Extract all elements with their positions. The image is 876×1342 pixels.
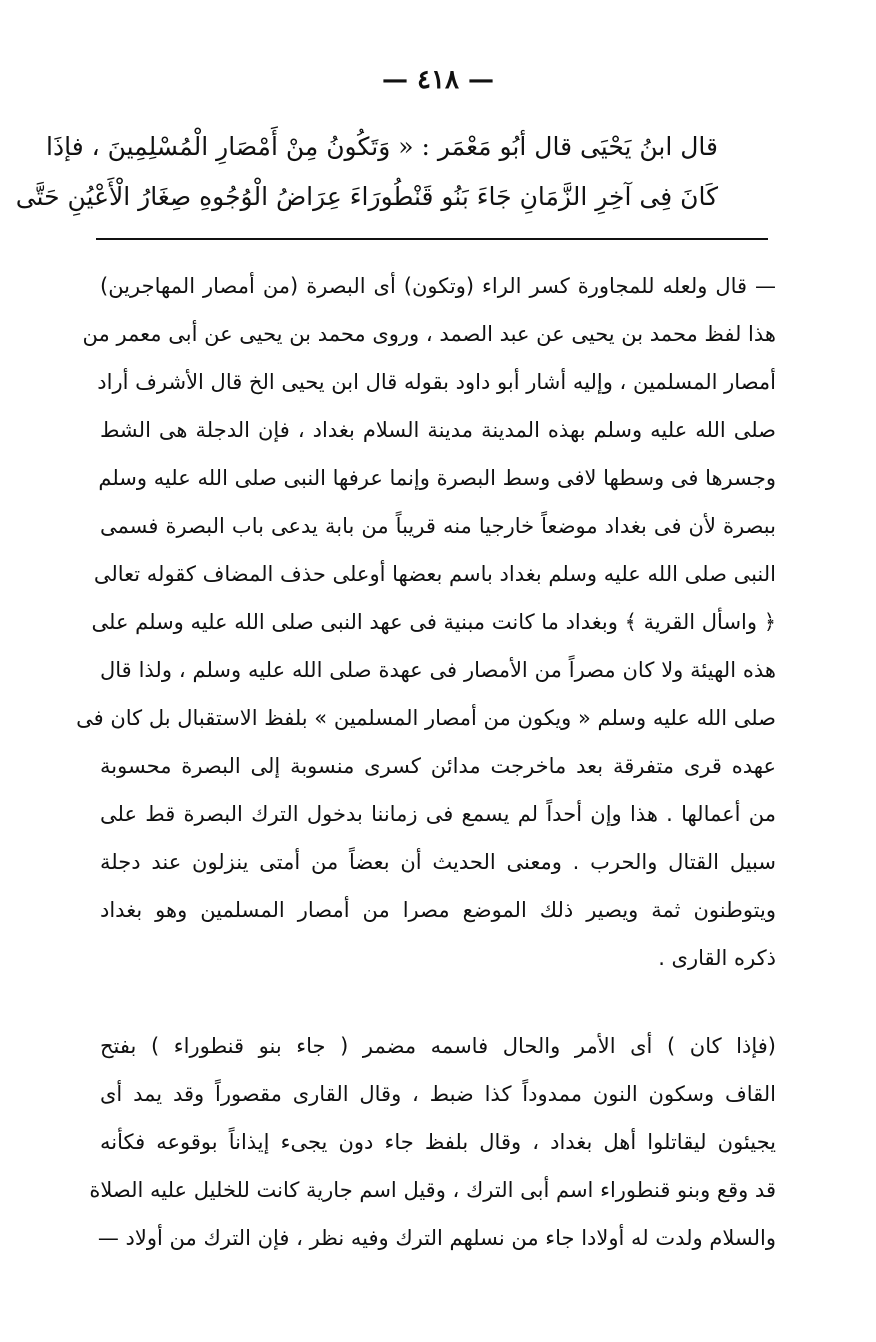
paragraph-line: والسلام ولدت له أولادا جاء من نسلهم الترك وفيه نظر ، فإن الترك من أولاد — — [97, 1226, 776, 1250]
commentary-line: عهده قرى متفرقة بعد ماخرجت مدائن كسرى منسوبة إلى البصرة محسوبة — [100, 754, 776, 778]
commentary-line: صلى الله عليه وسلم « ويكون من أمصار المسلمين » بلفظ الاستقبال بل كان فى — [76, 706, 776, 730]
second-paragraph — [89, 1022, 776, 1262]
commentary-line: النبى صلى الله عليه وسلم بغداد باسم بعضها أوعلى حذف المضاف كقوله تعالى — [93, 562, 776, 586]
commentary-line: ويتوطنون ثمة ويصير ذلك الموضع مصرا من أمصار المسلمين وهو بغداد — [100, 898, 776, 922]
commentary-line: هذه الهيئة ولا كان مصراً من الأمصار فى عهدة صلى الله عليه وسلم ، ولذا قال — [100, 658, 776, 682]
commentary-line: — قال ولعله للمجاورة كسر الراء (وتكون) أى البصرة (من أمصار المهاجرين) — [100, 274, 776, 298]
commentary-line: ببصرة لأن فى بغداد موضعاً خارجيا منه قريباً من بابة يدعى باب البصرة فسمى — [100, 514, 776, 538]
commentary-line: ﴿ واسأل القرية ﴾ وبغداد ما كانت مبنية فى عهد النبى صلى الله عليه وسلم على — [91, 610, 776, 634]
section-divider — [96, 238, 768, 240]
commentary-line: أمصار المسلمين ، وإليه أشار أبو داود بقوله قال ابن يحيى الخ قال الأشرف أراد — [97, 370, 776, 394]
paragraph-line: يجيئون ليقاتلوا أهل بغداد ، وقال بلفظ جاء دون يجىء إيذاناً بوقوعه فكأنه — [100, 1130, 776, 1154]
hadith-line: كَانَ فِى آخِرِ الزَّمَانِ جَاءَ بَنُو قَنْطُورَاءَ عِرَاضُ الْوُجُوهِ صِغَارُ الْأَعْيُنِ حَتَّى — [15, 182, 718, 211]
paragraph-line: (فإذا كان ) أى الأمر والحال فاسمه مضمر ( جاء بنو قنطوراء ) بفتح — [100, 1034, 776, 1058]
commentary-line: وجسرها فى وسطها لافى وسط البصرة وإنما عرفها النبى صلى الله عليه وسلم — [98, 466, 776, 490]
page-number: — ٤١٨ — — [381, 65, 495, 95]
paragraph-line: القاف وسكون النون ممدوداً كذا ضبط ، وقال القارى مقصوراً وقد يمد أى — [100, 1082, 776, 1106]
commentary-line: من أعمالها . هذا وإن أحداً لم يسمع فى زماننا بدخول الترك البصرة قط على — [100, 802, 776, 826]
hadith-text — [15, 122, 718, 222]
commentary-paragraph — [76, 262, 776, 982]
commentary-line: صلى الله عليه وسلم بهذه المدينة مدينة السلام بغداد ، فإن الدجلة هى الشط — [100, 418, 776, 442]
paragraph-line: قد وقع وبنو قنطوراء اسم أبى الترك ، وقيل اسم جارية كانت للخليل عليه الصلاة — [89, 1178, 776, 1202]
commentary-line: هذا لفظ محمد بن يحيى عن عبد الصمد ، وروى محمد بن يحيى عن أبى معمر من — [82, 322, 776, 346]
hadith-line: قال ابنُ يَحْيَى قال أبُو مَعْمَر : « وَتَكُونُ مِنْ أَمْصَارِ الْمُسْلِمِينَ ، فإذَا — [46, 132, 718, 161]
commentary-line: ذكره القارى . — [658, 946, 776, 970]
commentary-line: سبيل القتال والحرب . ومعنى الحديث أن بعضاً من أمتى ينزلون عند دجلة — [100, 850, 776, 874]
